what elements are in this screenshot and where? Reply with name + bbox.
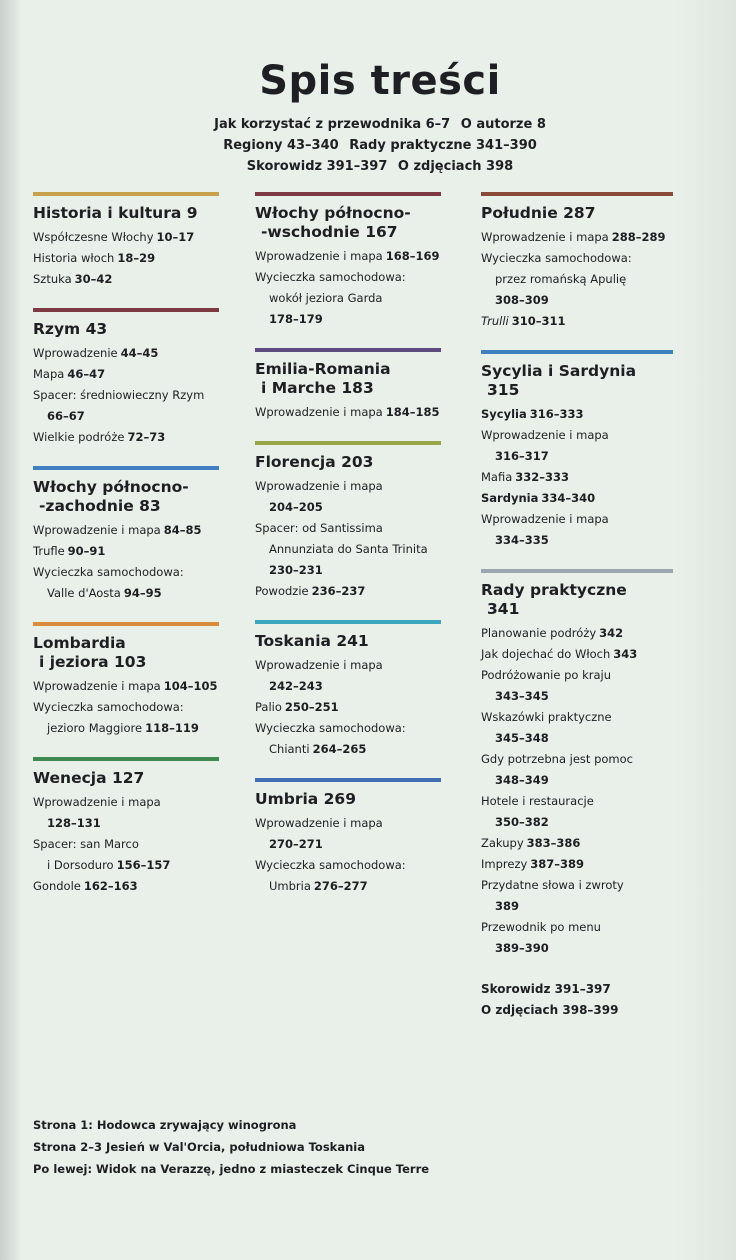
toc-entry[interactable]: Planowanie podróży 342 bbox=[481, 626, 624, 640]
toc-entry[interactable]: Podróżowanie po kraju 343–345 bbox=[481, 668, 612, 703]
section-umbria bbox=[255, 778, 441, 897]
section-title[interactable]: Lombardia i jeziora 103 bbox=[33, 634, 147, 671]
toc-entry[interactable]: Wprowadzenie i mapa 128–131 bbox=[33, 795, 161, 830]
toc-entry[interactable]: Mafia 332–333 bbox=[481, 470, 570, 484]
section-color-bar bbox=[255, 620, 441, 624]
toc-entry[interactable]: Wprowadzenie i mapa 184–185 bbox=[255, 405, 440, 419]
toc-entry[interactable]: Wprowadzenie i mapa 84–85 bbox=[33, 523, 202, 537]
toc-entry[interactable]: Spacer: san Marco i Dorsoduro 156–157 bbox=[33, 837, 171, 872]
section-title[interactable]: Historia i kultura 9 bbox=[33, 204, 198, 222]
toc-entry[interactable]: Spacer: od Santissima Annunziata do Santa Trinita 230–231 bbox=[255, 521, 428, 577]
caption-line: Strona 2–3 Jesień w Val'Orcia, południowa Toskania bbox=[33, 1140, 365, 1154]
toc-entry[interactable]: Wprowadzenie i mapa 242–243 bbox=[255, 658, 383, 693]
toc-entry[interactable]: Wprowadzenie i mapa 288–289 bbox=[481, 230, 666, 244]
toc-column-1 bbox=[33, 192, 219, 915]
header-line-2 bbox=[12, 135, 736, 156]
toc-entry[interactable]: Wskazówki praktyczne 345–348 bbox=[481, 710, 612, 745]
toc-entry[interactable]: Wprowadzenie 44–45 bbox=[33, 346, 159, 360]
section-color-bar bbox=[481, 350, 673, 354]
toc-entry[interactable]: Wycieczka samochodowa: Valle d'Aosta 94–95 bbox=[33, 565, 184, 600]
section-title[interactable]: Sycylia i Sardynia 315 bbox=[481, 362, 637, 399]
toc-entry[interactable]: Trulli 310–311 bbox=[481, 314, 566, 328]
section-title[interactable]: Toskania 241 bbox=[255, 632, 369, 650]
book-spine-shadow bbox=[0, 0, 22, 1260]
section-color-bar bbox=[481, 192, 673, 196]
caption-line: Strona 1: Hodowca zrywający winogrona bbox=[33, 1118, 297, 1132]
toc-entry[interactable]: Zakupy 383–386 bbox=[481, 836, 581, 850]
toc-header bbox=[0, 58, 736, 177]
section-title[interactable]: Emilia-Romania i Marche 183 bbox=[255, 360, 391, 397]
section-title[interactable]: Rzym 43 bbox=[33, 320, 108, 338]
section-title[interactable]: Południe 287 bbox=[481, 204, 596, 222]
header-link-practical-advice[interactable]: Rady praktyczne 341–390 bbox=[349, 138, 537, 153]
section-color-bar bbox=[481, 569, 673, 573]
section-wenecja bbox=[33, 757, 219, 897]
toc-entry[interactable]: Sycylia 316–333 bbox=[481, 407, 584, 421]
section-color-bar bbox=[33, 622, 219, 626]
toc-entry[interactable]: Gdy potrzebna jest pomoc 348–349 bbox=[481, 752, 633, 787]
toc-column-2 bbox=[255, 192, 441, 915]
section-poludnie bbox=[481, 192, 673, 332]
toc-entry[interactable]: Historia włoch 18–29 bbox=[33, 251, 156, 265]
section-color-bar bbox=[33, 757, 219, 761]
header-line-3 bbox=[12, 156, 736, 177]
section-pn-wsch bbox=[255, 192, 441, 330]
toc-entry[interactable]: Wprowadzenie i mapa 334–335 bbox=[481, 512, 609, 547]
section-color-bar bbox=[255, 441, 441, 445]
toc-entry[interactable]: Wprowadzenie i mapa 204–205 bbox=[255, 479, 383, 514]
section-title[interactable]: Wenecja 127 bbox=[33, 769, 145, 787]
toc-entry[interactable]: Przydatne słowa i zwroty 389 bbox=[481, 878, 624, 913]
photo-captions bbox=[33, 1114, 429, 1180]
header-link-about-author[interactable]: O autorze 8 bbox=[460, 117, 546, 132]
caption-line: Po lewej: Widok na Verazzę, jedno z miasteczek Cinque Terre bbox=[33, 1162, 430, 1176]
toc-entry[interactable]: Wycieczka samochodowa: jezioro Maggiore 118–119 bbox=[33, 700, 199, 735]
toc-entry[interactable]: Gondole 162–163 bbox=[33, 879, 138, 893]
toc-entry[interactable]: Sardynia 334–340 bbox=[481, 491, 596, 505]
toc-entry[interactable]: Wycieczka samochodowa: Chianti 264–265 bbox=[255, 721, 406, 756]
section-lombardia bbox=[33, 622, 219, 739]
section-rzym bbox=[33, 308, 219, 448]
section-pn-zach bbox=[33, 466, 219, 604]
section-historia bbox=[33, 192, 219, 290]
toc-entry[interactable]: Trufle 90–91 bbox=[33, 544, 106, 558]
page-title: Spis treści bbox=[259, 58, 501, 104]
toc-entry[interactable]: Wprowadzenie i mapa 104–105 bbox=[33, 679, 218, 693]
toc-entry[interactable]: Jak dojechać do Włoch 343 bbox=[481, 647, 638, 661]
section-florencja bbox=[255, 441, 441, 602]
toc-entry[interactable]: Wycieczka samochodowa: wokół jeziora Garda 178–179 bbox=[255, 270, 406, 326]
section-toskania bbox=[255, 620, 441, 760]
toc-entry[interactable]: Powodzie 236–237 bbox=[255, 584, 366, 598]
toc-entry[interactable]: Wprowadzenie i mapa 316–317 bbox=[481, 428, 609, 463]
section-emilia bbox=[255, 348, 441, 423]
index-links bbox=[481, 979, 673, 1021]
toc-entry[interactable]: Hotele i restauracje 350–382 bbox=[481, 794, 594, 829]
toc-column-3 bbox=[481, 192, 673, 1039]
section-color-bar bbox=[33, 466, 219, 470]
section-color-bar bbox=[255, 348, 441, 352]
section-color-bar bbox=[33, 192, 219, 196]
photos-link[interactable]: O zdjęciach 398–399 bbox=[481, 1003, 619, 1017]
toc-entry[interactable]: Spacer: średniowieczny Rzym 66–67 bbox=[33, 388, 205, 423]
index-link[interactable]: Skorowidz 391–397 bbox=[481, 982, 611, 996]
section-title[interactable]: Rady praktyczne 341 bbox=[481, 581, 627, 618]
section-color-bar bbox=[255, 778, 441, 782]
section-rady bbox=[481, 569, 673, 1021]
toc-entry[interactable]: Przewodnik po menu 389–390 bbox=[481, 920, 601, 955]
section-color-bar bbox=[33, 308, 219, 312]
section-title[interactable]: Umbria 269 bbox=[255, 790, 356, 808]
toc-entry[interactable]: Palio 250–251 bbox=[255, 700, 339, 714]
header-link-index[interactable]: Skorowidz 391–397 bbox=[246, 159, 388, 174]
page-edge-shadow bbox=[676, 0, 736, 1260]
section-color-bar bbox=[255, 192, 441, 196]
toc-entry[interactable]: Mapa 46–47 bbox=[33, 367, 106, 381]
header-link-about-photos[interactable]: O zdjęciach 398 bbox=[397, 159, 514, 174]
header-link-regions[interactable]: Regiony 43–340 bbox=[223, 138, 339, 153]
section-sycylia bbox=[481, 350, 673, 551]
toc-entry[interactable]: Wycieczka samochodowa: przez romańską Apulię 308–309 bbox=[481, 251, 632, 307]
section-title[interactable]: Włochy północno- -wschodnie 167 bbox=[255, 204, 411, 241]
header-line-1 bbox=[12, 114, 736, 135]
toc-entry[interactable]: Wielkie podróże 72–73 bbox=[33, 430, 166, 444]
section-title[interactable]: Włochy północno- -zachodnie 83 bbox=[33, 478, 189, 515]
toc-entry[interactable]: Sztuka 30–42 bbox=[33, 272, 113, 286]
toc-entry[interactable]: Wycieczka samochodowa: Umbria 276–277 bbox=[255, 858, 406, 893]
toc-entry[interactable]: Współczesne Włochy 10–17 bbox=[33, 230, 195, 244]
section-title[interactable]: Florencja 203 bbox=[255, 453, 374, 471]
toc-entry[interactable]: Wprowadzenie i mapa 270–271 bbox=[255, 816, 383, 851]
header-link-how-to-use[interactable]: Jak korzystać z przewodnika 6–7 bbox=[214, 117, 451, 132]
toc-entry[interactable]: Wprowadzenie i mapa 168–169 bbox=[255, 249, 440, 263]
toc-entry[interactable]: Imprezy 387–389 bbox=[481, 857, 585, 871]
